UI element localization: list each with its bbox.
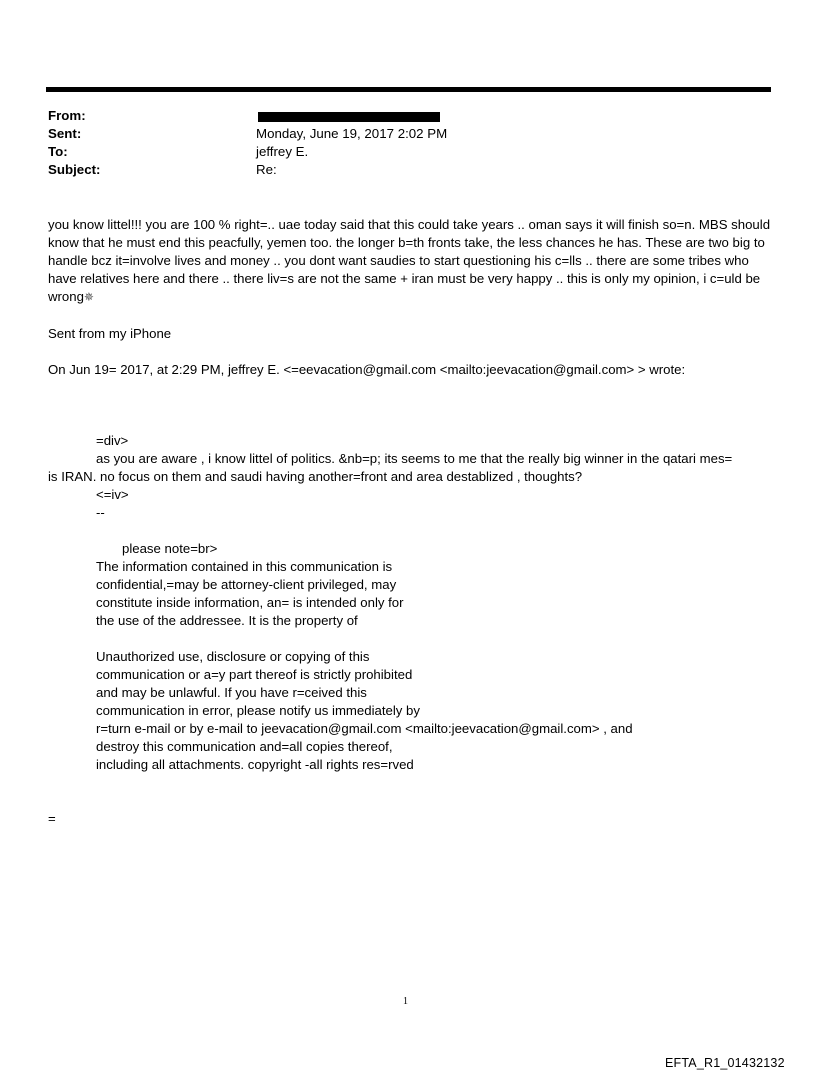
subject-label: Subject: xyxy=(48,162,101,177)
please-note: please note=br> xyxy=(122,541,218,556)
quoted-div-close: <=iv> xyxy=(96,487,129,502)
quote-header: On Jun 19= 2017, at 2:29 PM, jeffrey E. <=eevacation@gmail.com <mailto:jeevacation@gmail.com> > wrote: xyxy=(48,362,686,377)
disclaimer-line: The information contained in this communication is xyxy=(96,559,393,574)
sent-label: Sent: xyxy=(48,126,82,141)
bates-number: EFTA_R1_01432132 xyxy=(665,1056,785,1070)
redaction-bar xyxy=(258,112,440,122)
trailing-equals: = xyxy=(48,811,56,826)
to-label: To: xyxy=(48,144,68,159)
disclaimer-line: r=turn e-mail or by e-mail to jeevacation@gmail.com <mailto:jeevacation@gmail.com> , and xyxy=(96,721,633,736)
quoted-div-open: =div> xyxy=(96,433,129,448)
disclaimer-line: including all attachments. copyright -all rights res=rved xyxy=(96,757,414,772)
quoted-dashes: -- xyxy=(96,505,105,520)
subject-value: Re: xyxy=(256,162,277,177)
disclaimer-line: communication or a=y part thereof is strictly prohibited xyxy=(96,667,413,682)
disclaimer-line: constitute inside information, an= is intended only for xyxy=(96,595,404,610)
sun-emoji-icon: ✵ xyxy=(83,290,94,304)
disclaimer-line: communication in error, please notify us immediately by xyxy=(96,703,420,718)
disclaimer-line: destroy this communication and=all copies thereof, xyxy=(96,739,393,754)
page-number: 1 xyxy=(403,996,408,1007)
header-rule xyxy=(46,87,771,92)
disclaimer-line: confidential,=may be attorney-client privileged, may xyxy=(96,577,397,592)
signature: Sent from my iPhone xyxy=(48,326,172,341)
message-paragraph xyxy=(48,216,772,306)
disclaimer-line: Unauthorized use, disclosure or copying of this xyxy=(96,649,370,664)
message-text: you know littel!!! you are 100 % right=.. uae today said that this could take years .. oman says it will finish so=n. MBS should know that he must end this peacfully, yemen too. the longer b=th fronts take, the less chances he has. These are two big to handle bcz it=involve lives and money .. you dont want saudies to start questioning his c=lls .. there are some tribes who have relatives here and there .. there liv=s are not the same + iran must be very happy .. this is only my opinion, i c=uld be wrong xyxy=(48,217,771,304)
to-value: jeffrey E. xyxy=(256,144,309,159)
quoted-line-2: is IRAN. no focus on them and saudi having another=front and area destablized , thoughts? xyxy=(48,469,583,484)
from-label: From: xyxy=(48,108,86,123)
sent-value: Monday, June 19, 2017 2:02 PM xyxy=(256,126,448,141)
quoted-line-1: as you are aware , i know littel of politics. &nb=p; its seems to me that the really big winner in the qatari mes= xyxy=(96,451,733,466)
disclaimer-line: the use of the addressee. It is the property of xyxy=(96,613,358,628)
disclaimer-line: and may be unlawful. If you have r=ceived this xyxy=(96,685,367,700)
